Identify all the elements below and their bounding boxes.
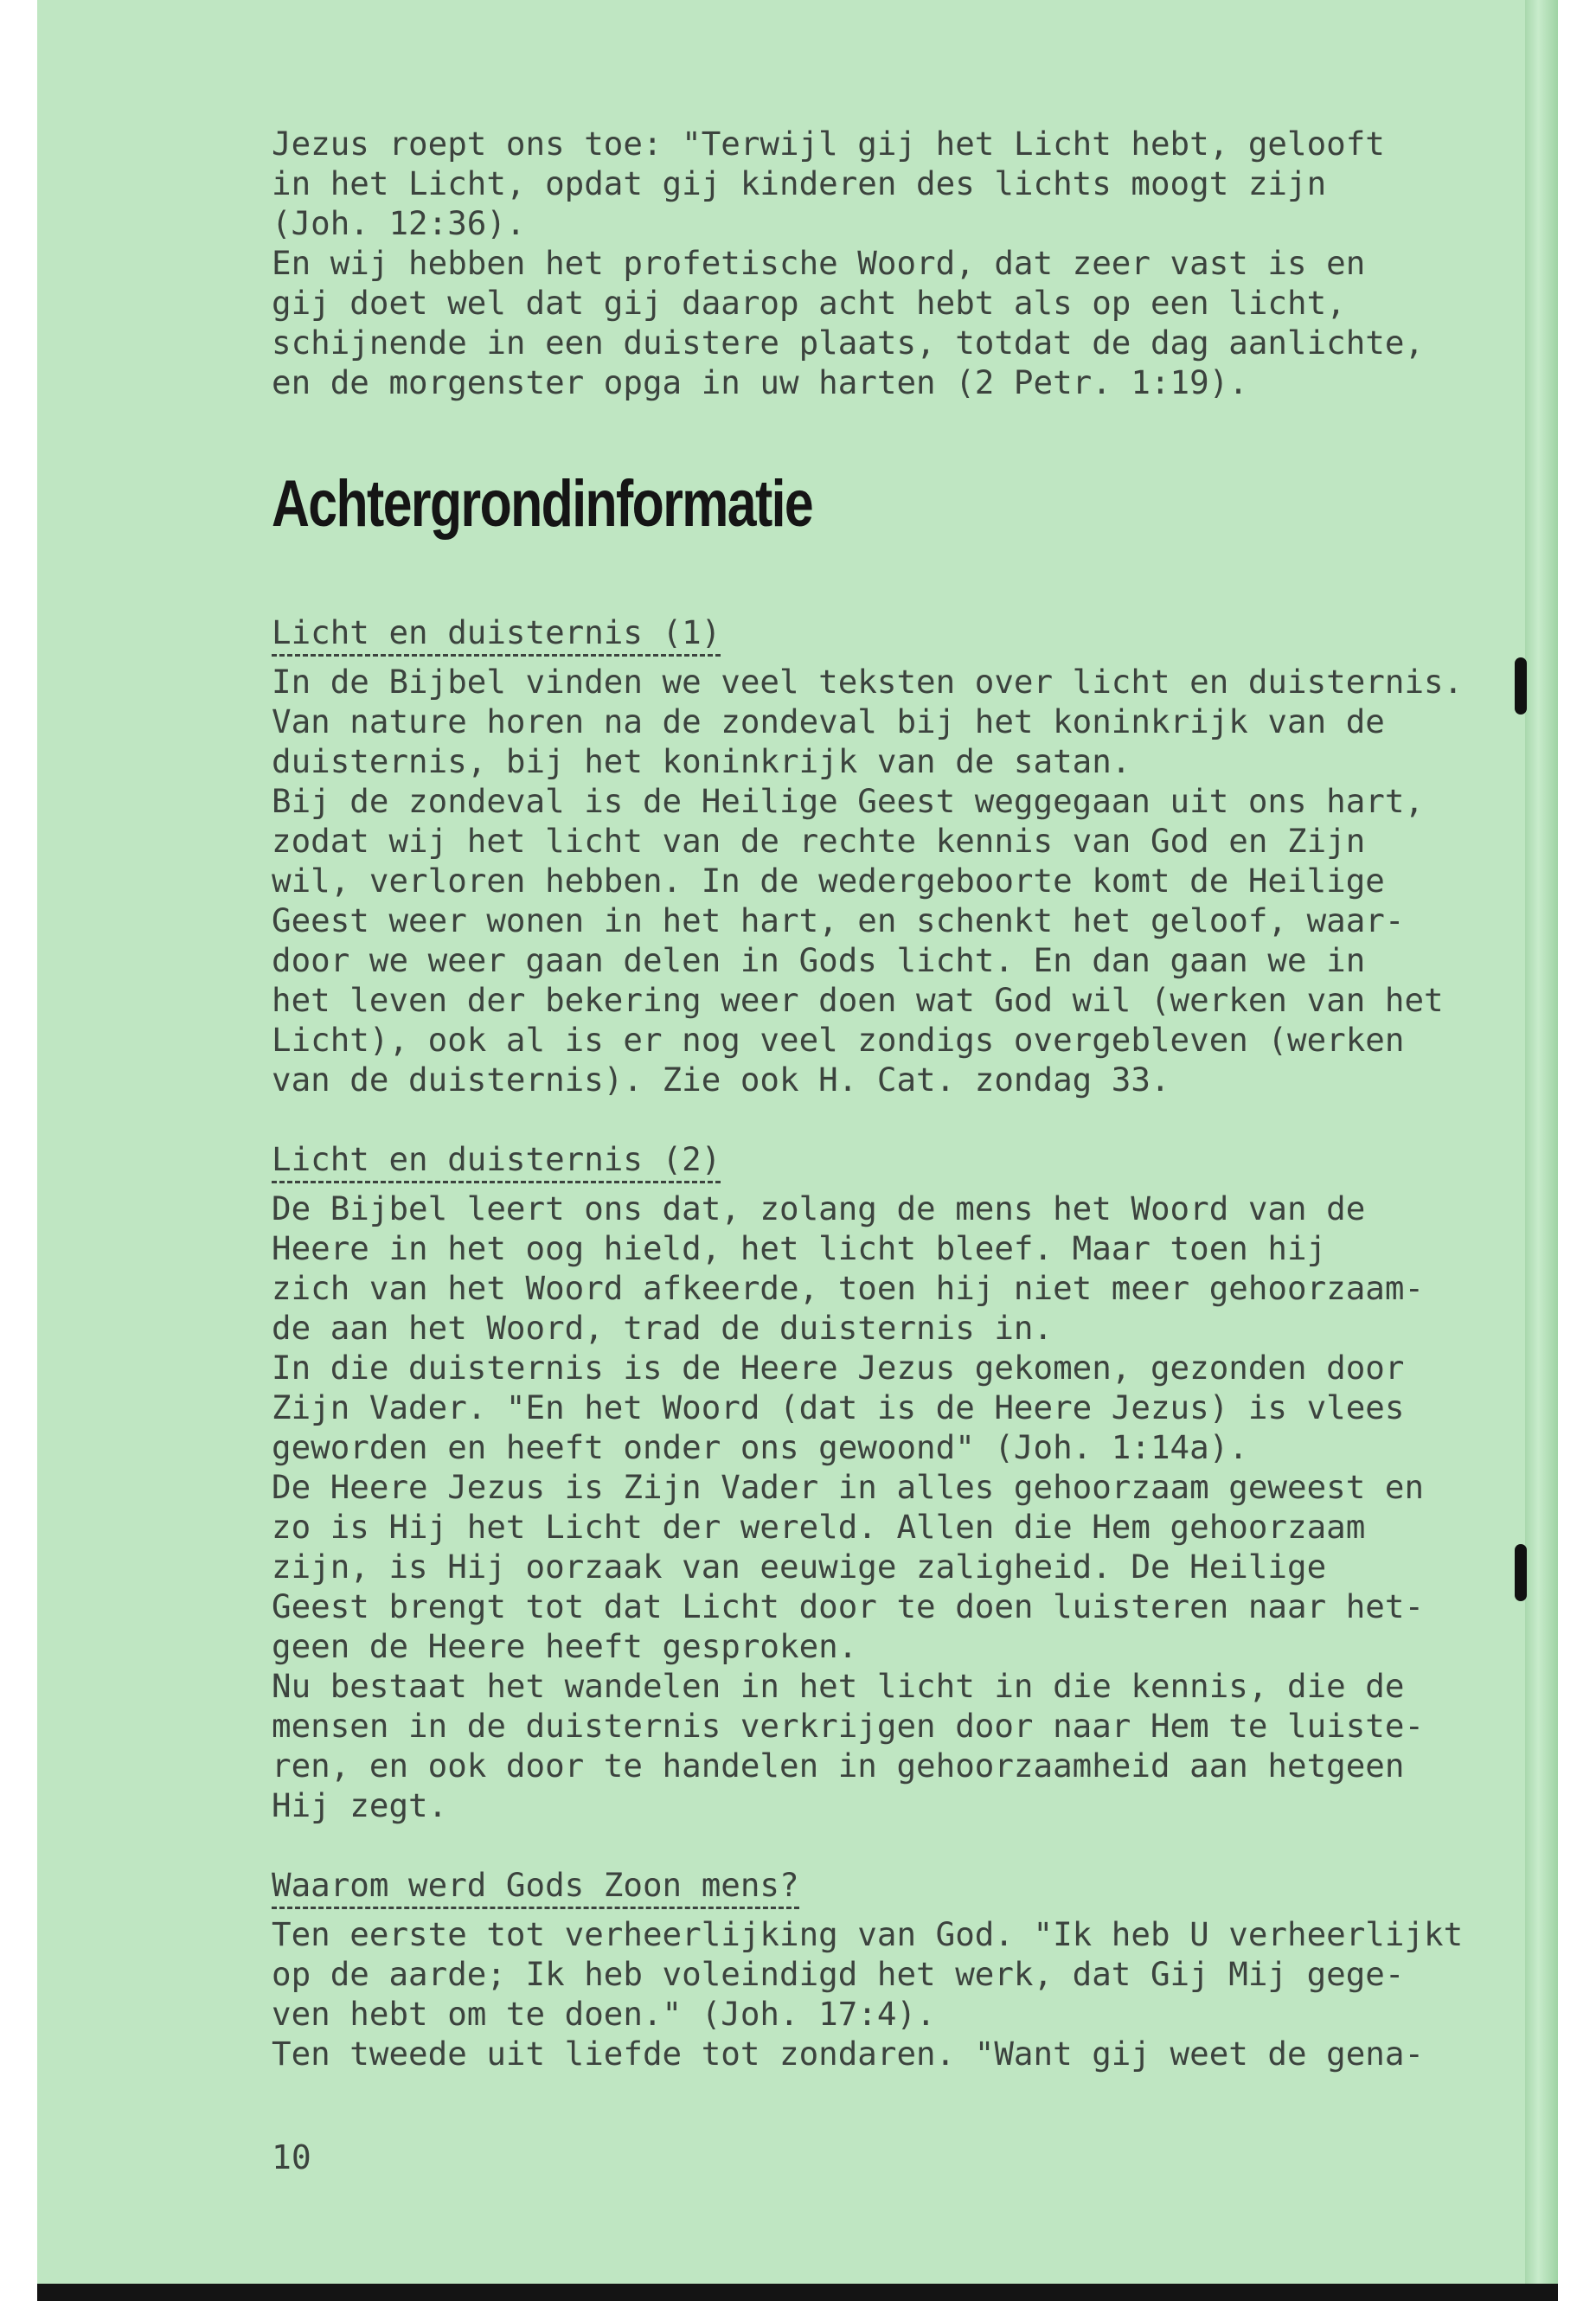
- text-line: Ten eerste tot verheerlijking van God. "Ik heb U verheerlijkt: [272, 1915, 1464, 1953]
- scan-bottom-edge: [37, 2284, 1558, 2301]
- text-line: en de morgenster opga in uw harten (2 Petr. 1:19).: [272, 363, 1248, 401]
- text-line: zodat wij het licht van de rechte kennis van God en Zijn: [272, 822, 1366, 860]
- section-body: [272, 662, 1517, 1099]
- text-line: geen de Heere heeft gesproken.: [272, 1627, 858, 1665]
- section-title: Licht en duisternis (1): [272, 612, 721, 657]
- text-line: Licht), ook al is er nog veel zondigs overgebleven (werken: [272, 1021, 1405, 1059]
- section-heading: Achtergrondinformatie: [272, 467, 813, 541]
- text-line: En wij hebben het profetische Woord, dat zeer vast is en: [272, 244, 1366, 282]
- text-line: Ten tweede uit liefde tot zondaren. "Want gij weet de gena-: [272, 2035, 1425, 2073]
- text-line: de aan het Woord, trad de duisternis in.: [272, 1309, 1054, 1347]
- page-content: [272, 124, 1517, 2073]
- text-line: In de Bijbel vinden we veel teksten over licht en duisternis.: [272, 663, 1464, 701]
- section-title: Licht en duisternis (2): [272, 1139, 721, 1183]
- text-line: Geest weer wonen in het hart, en schenkt het geloof, waar-: [272, 901, 1405, 939]
- text-line: schijnende in een duistere plaats, totdat de dag aanlichte,: [272, 324, 1425, 362]
- text-line: Jezus roept ons toe: "Terwijl gij het Licht hebt, gelooft: [272, 125, 1385, 163]
- text-line: zo is Hij het Licht der wereld. Allen die Hem gehoorzaam: [272, 1508, 1366, 1546]
- section-title-wrap: [272, 1865, 1517, 1909]
- section-title-wrap: [272, 1139, 1517, 1183]
- text-line: wil, verloren hebben. In de wedergeboorte komt de Heilige: [272, 862, 1385, 900]
- text-line: ren, en ook door te handelen in gehoorzaamheid aan hetgeen: [272, 1747, 1405, 1785]
- text-line: De Heere Jezus is Zijn Vader in alles gehoorzaam geweest en: [272, 1468, 1425, 1506]
- text-line: Geest brengt tot dat Licht door te doen luisteren naar het-: [272, 1587, 1425, 1625]
- text-line: gij doet wel dat gij daarop acht hebt als op een licht,: [272, 284, 1346, 322]
- text-line: het leven der bekering weer doen wat God wil (werken van het: [272, 981, 1444, 1019]
- text-line: Zijn Vader. "En het Woord (dat is de Heere Jezus) is vlees: [272, 1388, 1405, 1426]
- text-line: op de aarde; Ik heb voleindigd het werk, dat Gij Mij gege-: [272, 1955, 1405, 1993]
- text-line: zich van het Woord afkeerde, toen hij niet meer gehoorzaam-: [272, 1269, 1425, 1307]
- text-line: geworden en heeft onder ons gewoond" (Joh. 1:14a).: [272, 1428, 1248, 1466]
- text-line: De Bijbel leert ons dat, zolang de mens het Woord van de: [272, 1189, 1366, 1227]
- text-line: ven hebt om te doen." (Joh. 17:4).: [272, 1995, 936, 2033]
- text-line: zijn, is Hij oorzaak van eeuwige zaligheid. De Heilige: [272, 1548, 1327, 1586]
- section-body: [272, 1189, 1517, 1825]
- text-line: in het Licht, opdat gij kinderen des lichts moogt zijn: [272, 164, 1327, 202]
- text-line: mensen in de duisternis verkrijgen door naar Hem te luiste-: [272, 1707, 1425, 1745]
- text-line: duisternis, bij het koninkrijk van de satan.: [272, 742, 1131, 780]
- section-title: Waarom werd Gods Zoon mens?: [272, 1865, 799, 1909]
- text-line: Heere in het oog hield, het licht bleef. Maar toen hij: [272, 1229, 1327, 1267]
- text-line: van de duisternis). Zie ook H. Cat. zondag 33.: [272, 1061, 1170, 1099]
- text-line: In die duisternis is de Heere Jezus gekomen, gezonden door: [272, 1349, 1405, 1387]
- text-line: door we weer gaan delen in Gods licht. En dan gaan we in: [272, 941, 1366, 979]
- section-body: [272, 1914, 1517, 2073]
- scan-margin: [1558, 0, 1596, 2288]
- page-edge: [1525, 0, 1558, 2288]
- text-line: Hij zegt.: [272, 1786, 448, 1824]
- text-line: Nu bestaat het wandelen in het licht in die kennis, die de: [272, 1667, 1405, 1705]
- text-line: (Joh. 12:36).: [272, 204, 526, 242]
- section-title-wrap: [272, 612, 1517, 657]
- text-line: Bij de zondeval is de Heilige Geest weggegaan uit ons hart,: [272, 782, 1425, 820]
- intro-paragraph: [272, 124, 1517, 402]
- text-line: Van nature horen na de zondeval bij het koninkrijk van de: [272, 702, 1385, 740]
- page-number: 10: [272, 2138, 311, 2176]
